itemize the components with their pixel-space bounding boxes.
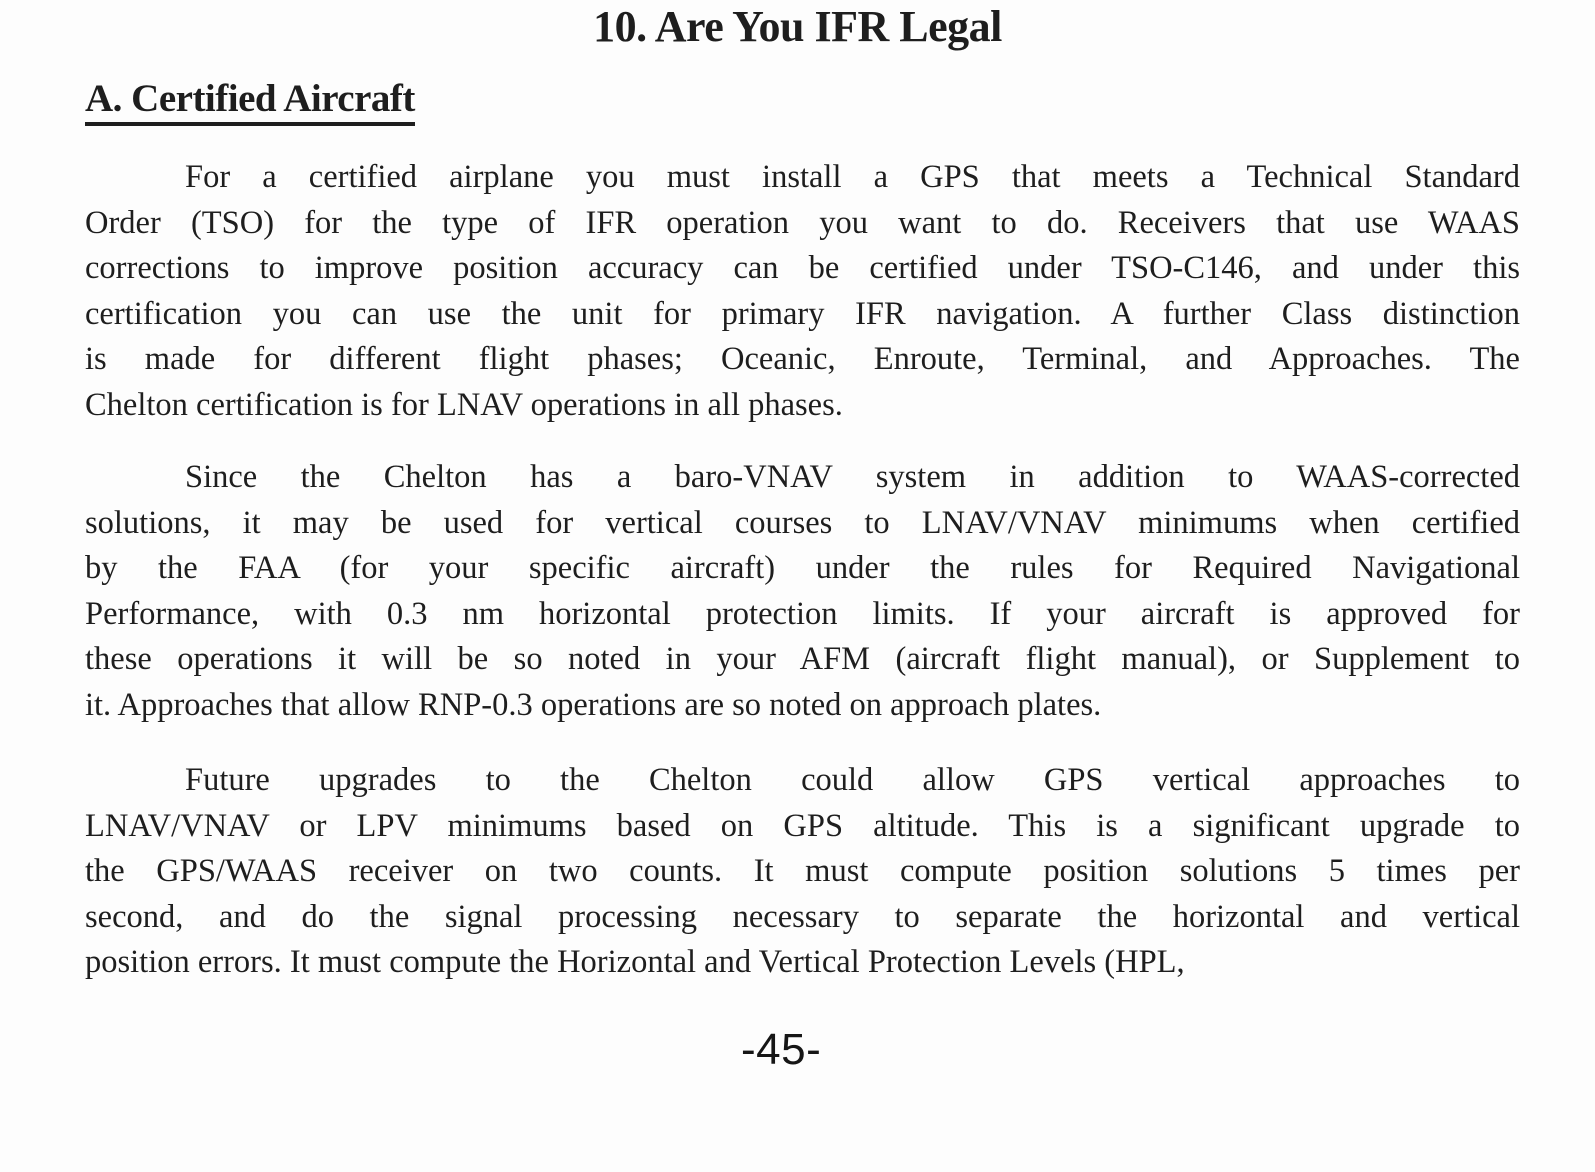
text-line: Since the Chelton has a baro-VNAV system in addition to WAAS-corrected [185,459,1520,495]
section-heading [85,78,415,126]
text-line: position errors. It must compute the Horizontal and Vertical Protection Levels (HPL, [85,944,1185,980]
text-line: by the FAA (for your specific aircraft) under the rules for Required Navigational [85,550,1520,586]
section-heading-text: A. Certified Aircraft [85,78,415,126]
text-line: certification you can use the unit for primary IFR navigation. A further Class distinction [85,295,1520,332]
paragraph-certified-aircraft-1 [85,155,1520,428]
text-line: is made for different flight phases; Oceanic, Enroute, Terminal, and Approaches. The [85,341,1520,377]
text-line: Order (TSO) for the type of IFR operation you want to do. Receivers that use WAAS [85,204,1520,241]
text-line: these operations it will be so noted in your AFM (aircraft flight manual), or Supplement to [85,641,1520,677]
text-line: it. Approaches that allow RNP-0.3 operations are so noted on approach plates. [85,686,1102,723]
text-line: LNAV/VNAV or LPV minimums based on GPS altitude. This is a significant upgrade to [85,807,1520,844]
page-number: -45- [741,1025,822,1074]
text-line: Future upgrades to the Chelton could allow GPS vertical approaches to [185,762,1520,798]
text-line: Chelton certification is for LNAV operations in all phases. [85,386,843,423]
text-line: the GPS/WAAS receiver on two counts. It must compute position solutions 5 times per [85,853,1520,889]
text-line: second, and do the signal processing necessary to separate the horizontal and vertical [85,898,1520,935]
page-title: 10. Are You IFR Legal [593,2,1002,51]
text-line: Performance, with 0.3 nm horizontal protection limits. If your aircraft is approved for [85,595,1520,632]
text-line: solutions, it may be used for vertical courses to LNAV/VNAV minimums when certified [85,504,1520,541]
paragraph-certified-aircraft-2 [85,455,1520,728]
text-line: corrections to improve position accuracy can be certified under TSO-C146, and under this [85,250,1520,286]
text-line: For a certified airplane you must install a GPS that meets a Technical Standard [185,159,1520,195]
paragraph-certified-aircraft-3 [85,758,1520,986]
